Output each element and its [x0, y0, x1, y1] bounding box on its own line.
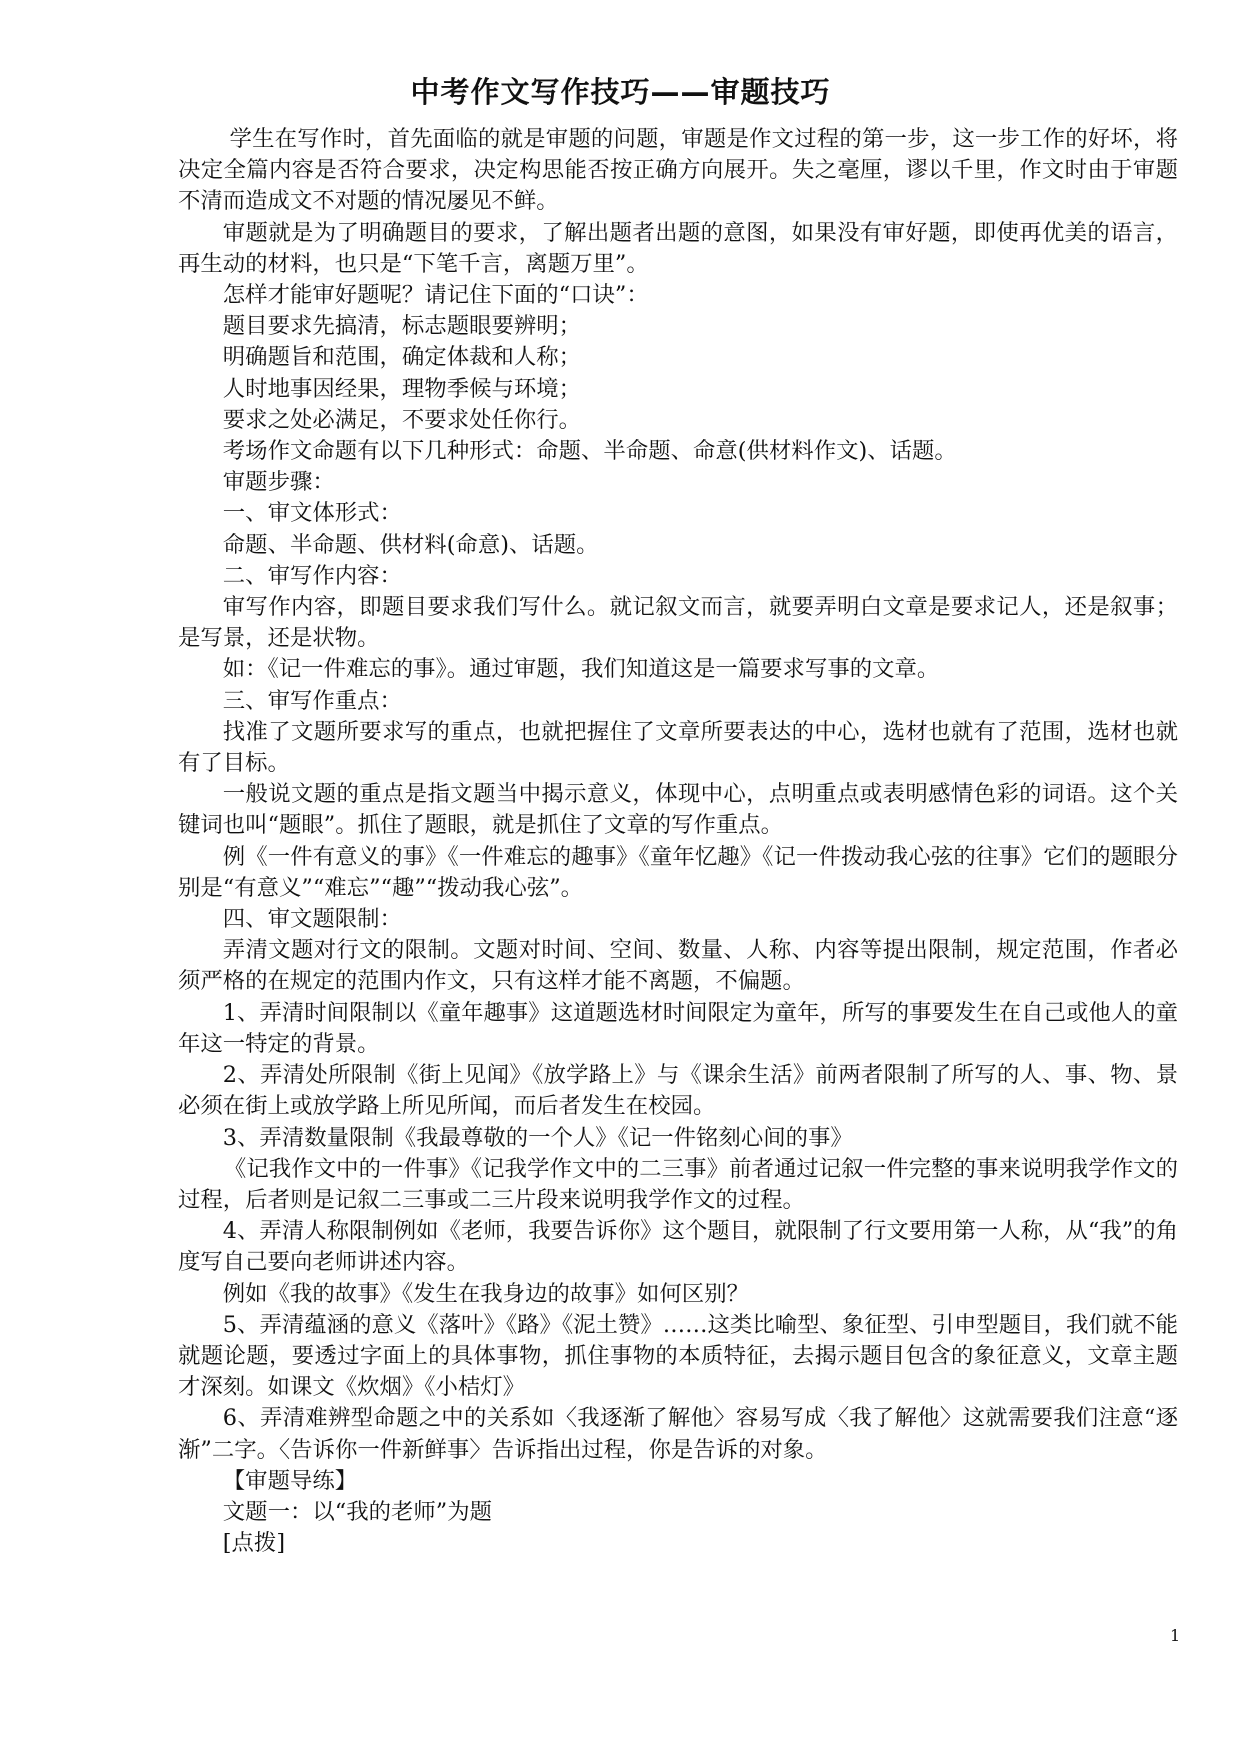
paragraph: [点拨]	[222, 1530, 286, 1557]
paragraph: 审写作内容，即题目要求我们写什么。就记叙文而言，就要弄明白文章是要求记人，还是叙事；是写景，还是状物。	[178, 594, 1178, 652]
section-heading: 一、审文体形式：	[222, 500, 402, 527]
paragraph: 一般说文题的重点是指文题当中揭示意义，体现中心，点明重点或表明感情色彩的词语。这个关键词也叫“题眼”。抓住了题眼，就是抓住了文章的写作重点。	[178, 781, 1178, 839]
paragraph: 1、弄清时间限制以《童年趣事》这道题选材时间限定为童年，所写的事要发生在自己或他人的童年这一特定的背景。	[178, 999, 1178, 1057]
paragraph: 人时地事因经果，理物季候与环境；	[222, 375, 582, 402]
paragraph: 文题一：以“我的老师”为题	[222, 1498, 492, 1525]
paragraph: 怎样才能审好题呢？请记住下面的“口诀”：	[222, 282, 649, 309]
paragraph: 命题、半命题、供材料(命意)、话题。	[222, 531, 599, 558]
paragraph: 审题步骤：	[222, 469, 335, 496]
paragraph: 3、弄清数量限制《我最尊敬的一个人》《记一件铭刻心间的事》	[222, 1124, 853, 1151]
paragraph: 如：《记一件难忘的事》。通过审题，我们知道这是一篇要求写事的文章。	[222, 656, 940, 683]
paragraph: 题目要求先搞清，标志题眼要辨明；	[222, 313, 582, 340]
paragraph: 审题就是为了明确题目的要求，了解出题者出题的意图，如果没有审好题，即使再优美的语言，再生动的材料，也只是“下笔千言，离题万里”。	[178, 219, 1178, 277]
paragraph: 6、弄清难辨型命题之中的关系如〈我逐渐了解他〉容易写成〈我了解他〉这就需要我们注意“逐渐”二字。〈告诉你一件新鲜事〉告诉指出过程，你是告诉的对象。	[178, 1405, 1178, 1463]
paragraph: 2、弄清处所限制《街上见闻》《放学路上》与《课余生活》前两者限制了所写的人、事、物、景必须在街上或放学路上所见所闻，而后者发生在校园。	[178, 1062, 1178, 1120]
section-heading: 二、审写作内容：	[222, 562, 402, 589]
paragraph: 4、弄清人称限制例如《老师，我要告诉你》这个题目，就限制了行文要用第一人称，从“我”的角度写自己要向老师讲述内容。	[178, 1218, 1178, 1276]
document-body	[178, 124, 1178, 1559]
document-title: 中考作文写作技巧——审题技巧	[410, 75, 831, 109]
section-heading: 【审题导练】	[222, 1467, 358, 1494]
page-number: 1	[1170, 1626, 1181, 1645]
paragraph: 例《一件有意义的事》《一件难忘的趣事》《童年忆趣》《记一件拨动我心弦的往事》它们的题眼分别是“有意义”“难忘”“趣”“拨动我心弦”。	[178, 843, 1178, 901]
paragraph: 5、弄清蕴涵的意义《落叶》《路》《泥土赞》……这类比喻型、象征型、引申型题目，我们就不能就题论题，要透过字面上的具体事物，抓住事物的本质特征，去揭示题目包含的象征意义，文章主题才深刻。如课文《炊烟》《小桔灯》	[178, 1311, 1178, 1401]
paragraph: 明确题旨和范围，确定体裁和人称；	[222, 344, 582, 371]
paragraph: 要求之处必满足，不要求处任你行。	[222, 406, 582, 433]
paragraph: 例如《我的故事》《发生在我身边的故事》如何区别？	[222, 1280, 749, 1307]
paragraph: 《记我作文中的一件事》《记我学作文中的二三事》前者通过记叙一件完整的事来说明我学作文的过程，后者则是记叙二三事或二三片段来说明我学作文的过程。	[178, 1155, 1178, 1213]
paragraph: 考场作文命题有以下几种形式：命题、半命题、命意(供材料作文)、话题。	[222, 438, 957, 465]
section-heading: 三、审写作重点：	[222, 687, 402, 714]
section-heading: 四、审文题限制：	[222, 906, 402, 933]
paragraph: 找准了文题所要求写的重点，也就把握住了文章所要表达的中心，选材也就有了范围，选材也就有了目标。	[178, 718, 1178, 777]
paragraph: 学生在写作时，首先面临的就是审题的问题，审题是作文过程的第一步，这一步工作的好坏，将决定全篇内容是否符合要求，决定构思能否按正确方向展开。失之毫厘，谬以千里，作文时由于审题不清而造成文不对题的情况屡见不鲜。	[178, 126, 1178, 215]
paragraph: 弄清文题对行文的限制。文题对时间、空间、数量、人称、内容等提出限制，规定范围，作者必须严格的在规定的范围内作文，只有这样才能不离题，不偏题。	[178, 937, 1178, 995]
